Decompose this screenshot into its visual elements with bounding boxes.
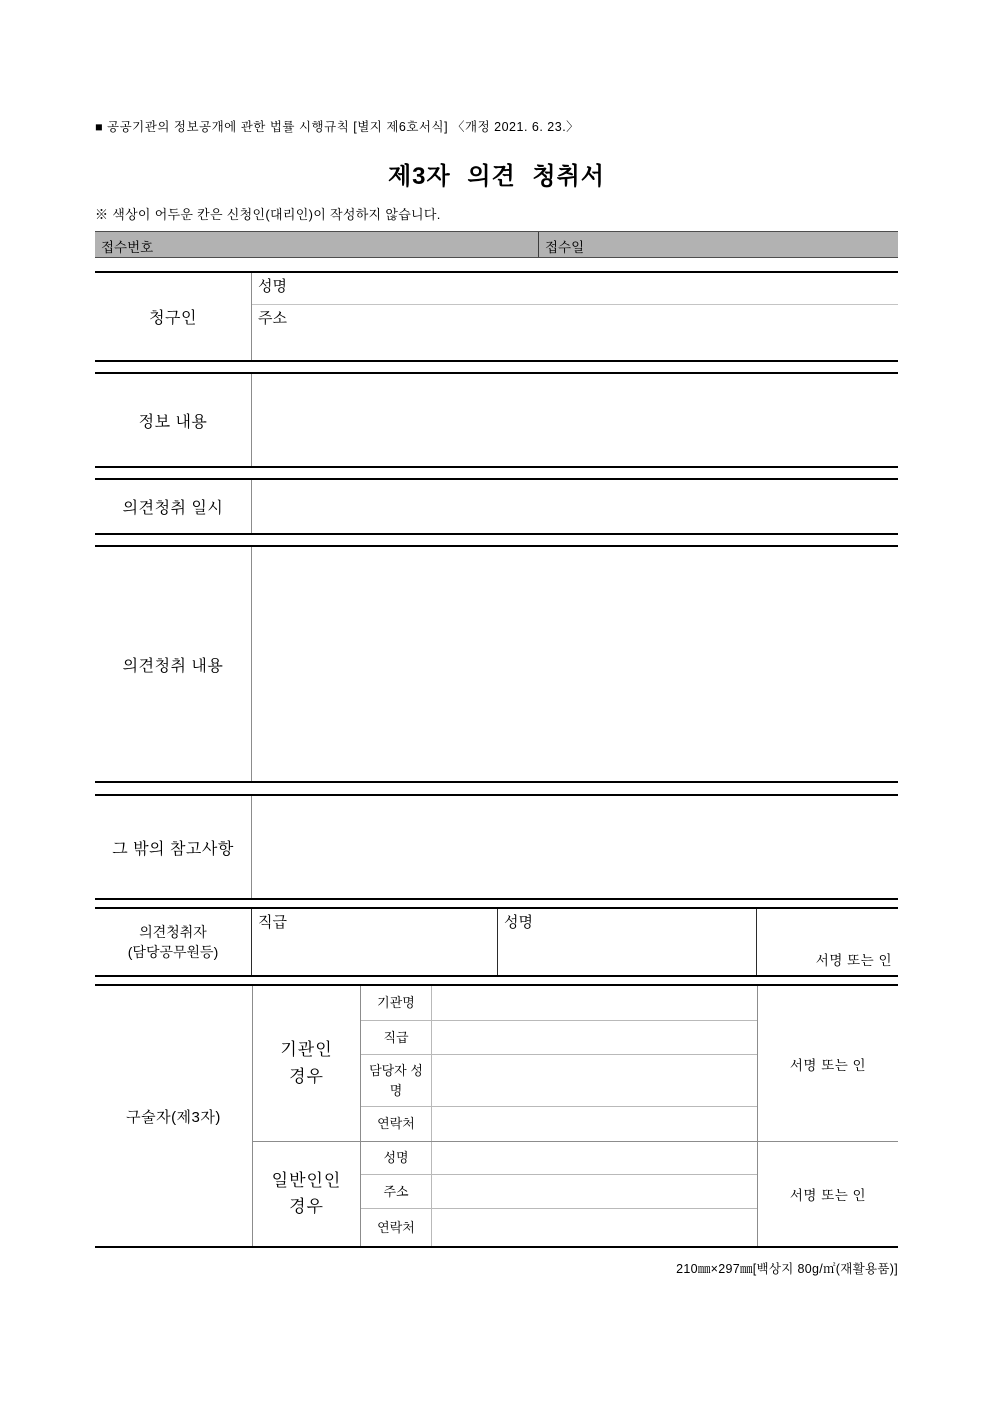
instruction-note: ※ 색상이 어두운 칸은 신청인(대리인)이 작성하지 않습니다. <box>95 207 441 222</box>
speaker-individual-name-input-area[interactable] <box>432 1142 757 1174</box>
other-notes-label: 그 밖의 참고사항 <box>95 796 252 898</box>
receipt-number-cell <box>95 232 539 257</box>
hearer-name-field[interactable] <box>498 909 757 975</box>
speaker-org-orgname-input-area[interactable] <box>432 986 757 1020</box>
speaker-org-group-label <box>253 986 361 1141</box>
speaker-org-position-label: 직급 <box>361 1021 432 1054</box>
claimant-label: 청구인 <box>95 273 252 360</box>
receipt-date-label: 접수일 <box>545 240 585 255</box>
info-content-label: 정보 내용 <box>95 374 252 466</box>
other-notes-section <box>95 794 898 900</box>
speaker-org-orgname-row <box>361 986 757 1021</box>
speaker-individual-address-row <box>361 1175 757 1209</box>
speaker-individual-rows <box>361 1142 757 1246</box>
speaker-org-managername-label: 담당자 성명 <box>361 1055 432 1106</box>
speaker-individual-contact-row <box>361 1209 757 1246</box>
speaker-individual-sign-label: 서명 또는 인 <box>789 1188 867 1203</box>
hearing-content-input-area[interactable] <box>252 547 898 781</box>
hearer-label <box>95 909 252 975</box>
hearer-section <box>95 907 898 977</box>
hearer-sign-label: 서명 또는 인 <box>815 953 892 968</box>
speaker-org-label-line2: 경우 <box>289 1066 324 1086</box>
speaker-label: 구술자(제3자) <box>95 986 253 1246</box>
form-title: 제3자 의견 청취서 <box>388 163 605 190</box>
speaker-org-group <box>253 986 898 1141</box>
receipt-header-row <box>95 231 898 258</box>
hearer-name-label: 성명 <box>504 914 533 931</box>
hearer-position-label: 직급 <box>258 914 287 931</box>
speaker-individual-label-line1: 일반인인 <box>271 1170 342 1190</box>
hearing-datetime-label: 의견청취 일시 <box>95 480 252 533</box>
hearing-content-label: 의견청취 내용 <box>95 547 252 781</box>
speaker-individual-name-label: 성명 <box>361 1142 432 1174</box>
hearing-datetime-section <box>95 478 898 535</box>
speaker-org-managername-row <box>361 1055 757 1107</box>
speaker-groups <box>253 986 898 1246</box>
receipt-number-label: 접수번호 <box>101 240 154 255</box>
speaker-section <box>95 984 898 1248</box>
speaker-individual-label-line2: 경우 <box>289 1197 324 1216</box>
speaker-individual-contact-label: 연락처 <box>361 1209 432 1246</box>
speaker-individual-name-row <box>361 1142 757 1175</box>
claimant-address-field[interactable] <box>252 305 898 360</box>
speaker-org-contact-input-area[interactable] <box>432 1107 757 1141</box>
claimant-section <box>95 271 898 362</box>
speaker-individual-address-label: 주소 <box>361 1175 432 1208</box>
hearing-datetime-input-area[interactable] <box>252 480 898 533</box>
info-content-input-area[interactable] <box>252 374 898 466</box>
hearer-signature-cell[interactable] <box>757 909 898 975</box>
claimant-body <box>252 273 898 360</box>
claimant-name-field[interactable] <box>252 273 898 305</box>
receipt-date-cell <box>539 232 898 257</box>
speaker-org-label-line1: 기관인 <box>280 1040 333 1060</box>
speaker-org-contact-row <box>361 1107 757 1141</box>
other-notes-input-area[interactable] <box>252 796 898 898</box>
info-content-section <box>95 372 898 468</box>
hearer-label-line1: 의견청취자 <box>139 923 207 940</box>
hearer-label-line2: (담당공무원등) <box>127 944 219 960</box>
speaker-org-position-row <box>361 1021 757 1055</box>
speaker-individual-group-label <box>253 1142 361 1246</box>
speaker-org-rows <box>361 986 757 1141</box>
speaker-org-contact-label: 연락처 <box>361 1107 432 1141</box>
speaker-org-orgname-label: 기관명 <box>361 986 432 1020</box>
speaker-org-position-input-area[interactable] <box>432 1021 757 1054</box>
speaker-org-signature-cell[interactable] <box>757 986 898 1141</box>
regulation-note: ■ 공공기관의 정보공개에 관한 법률 시행규칙 [별지 제6호서식] 〈개정 2021. 6. 23.〉 <box>95 120 580 134</box>
hearer-position-field[interactable] <box>252 909 498 975</box>
paper-spec-footer: 210㎜×297㎜[백상지 80g/㎡(재활용품)] <box>676 1262 898 1276</box>
speaker-individual-address-input-area[interactable] <box>432 1175 757 1208</box>
hearing-content-section <box>95 545 898 783</box>
speaker-org-managername-input-area[interactable] <box>432 1055 757 1106</box>
speaker-org-sign-label: 서명 또는 인 <box>789 1057 867 1073</box>
claimant-address-label: 주소 <box>258 310 287 327</box>
speaker-individual-signature-cell[interactable] <box>757 1142 898 1246</box>
speaker-individual-contact-input-area[interactable] <box>432 1209 757 1246</box>
speaker-individual-group <box>253 1141 898 1246</box>
claimant-name-label: 성명 <box>258 278 287 295</box>
